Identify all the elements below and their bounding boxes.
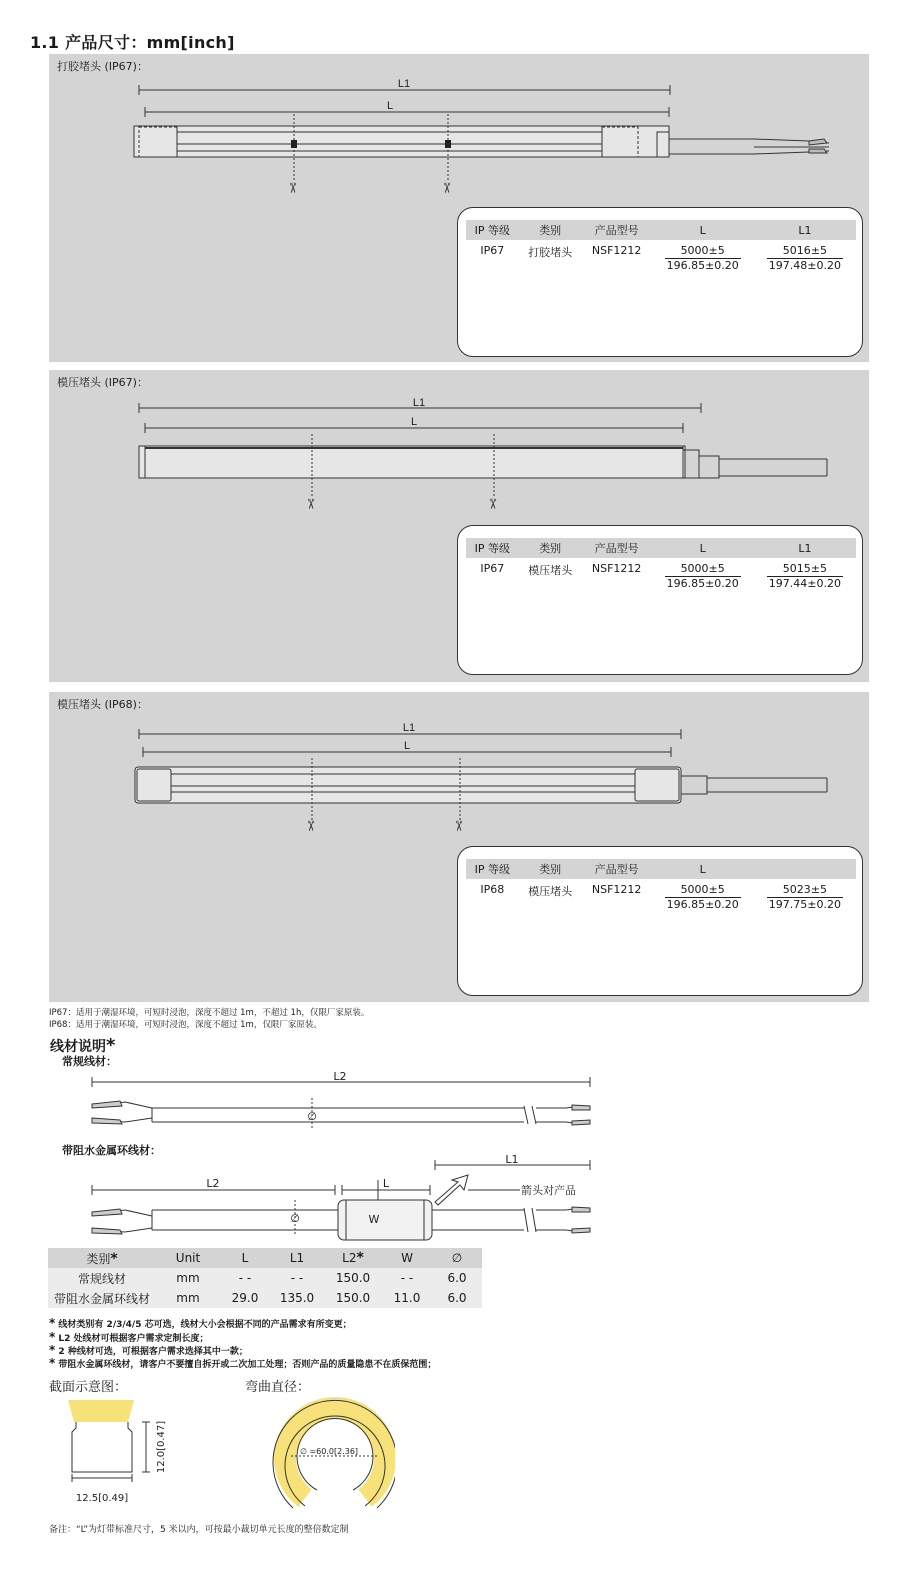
scissors-icon: ✂: [302, 820, 318, 832]
panel-ip67-glue-cap: [49, 54, 869, 362]
arrow-note: 箭头对产品: [521, 1184, 576, 1197]
table-row: [466, 558, 856, 591]
panel-ip67-molded-cap: [49, 370, 869, 682]
diameter-symbol: ∅: [290, 1212, 300, 1225]
panel-label: 模压堵头 (IP67)：: [57, 376, 148, 389]
col-l: L: [220, 1248, 270, 1268]
col-model: 产品型号: [582, 538, 652, 558]
ip-value: IP67: [480, 562, 505, 575]
col-ip: IP 等级: [466, 859, 519, 879]
wire-note: * L2 处线材可根据客户需求定制长度；: [49, 1330, 209, 1344]
type-value: 模压堵头: [528, 885, 573, 898]
model-value: NSF1212: [591, 562, 642, 575]
wire-note: * 带阻水金属环线材，请客户不要擅自拆开或二次加工处理；否则产品的质量隐患不在质保范围；: [49, 1356, 437, 1370]
col-l1: [754, 859, 856, 879]
table-row: [466, 240, 856, 273]
bending-drawing: [255, 1394, 395, 1518]
page-title: 1.1 产品尺寸：mm[inch]: [30, 33, 235, 52]
wire-note: * 2 种线材可选，可根据客户需求选择其中一款；: [49, 1343, 248, 1357]
scissors-icon: ✂: [484, 498, 500, 510]
col-model: 产品型号: [582, 220, 652, 240]
spec-table: [466, 859, 856, 912]
l-value: $\frac{5000\pm 5}{196.85\pm 0.20}$: [666, 244, 739, 272]
col-l2: L2*: [324, 1248, 382, 1268]
cross-width: 12.5[0.49]: [75, 1493, 129, 1504]
ip-value: IP67: [480, 244, 505, 257]
spec-card: [457, 207, 863, 357]
l1-value: $\frac{5023\pm 5}{197.75\pm 0.20}$: [768, 883, 841, 911]
spec-table: [466, 538, 856, 591]
dim-l: L: [386, 100, 394, 112]
col-l1: L1: [270, 1248, 324, 1268]
shielded-wire-drawing: [80, 1150, 610, 1246]
model-value: NSF1212: [591, 883, 642, 896]
dim-l1: L1: [397, 78, 411, 90]
scissors-icon: ✂: [302, 498, 318, 510]
regular-wire-title: 常规线材：: [62, 1055, 117, 1068]
model-value: NSF1212: [591, 244, 642, 257]
col-type: 类别: [519, 220, 582, 240]
l1-value: $\frac{5015\pm 5}{197.44\pm 0.20}$: [768, 562, 841, 590]
col-l: L: [652, 220, 754, 240]
col-l: L: [652, 538, 754, 558]
wire-note: * 线材类别有 2/3/4/5 芯可选，线材大小会根据不同的产品需求有所变更；: [49, 1316, 352, 1330]
col-ip: IP 等级: [466, 220, 519, 240]
bend-diameter: ∅ =60.0[2.36]: [299, 1447, 359, 1456]
wire-table: [48, 1248, 482, 1308]
dim-l: L: [410, 416, 418, 428]
footnote: 备注：“L”为灯带标准尺寸，5 米以内，可按最小裁切单元长度的整倍数定制: [49, 1525, 349, 1535]
table-row: 常规线材 mm - - - - 150.0 - - 6.0: [48, 1268, 482, 1288]
scissors-icon: ✂: [438, 182, 454, 194]
type-value: 模压堵头: [528, 564, 573, 577]
col-type: 类别: [519, 859, 582, 879]
l-value: $\frac{5000\pm 5}{196.85\pm 0.20}$: [666, 883, 739, 911]
table-row: [466, 879, 856, 912]
col-l1: L1: [754, 220, 856, 240]
cross-height: 12.0[0.47]: [156, 1420, 167, 1474]
col-diameter: ∅: [432, 1248, 482, 1268]
col-l: L: [652, 859, 754, 879]
col-w: W: [382, 1248, 432, 1268]
col-model: 产品型号: [582, 859, 652, 879]
col-unit: Unit: [156, 1248, 220, 1268]
dim-l1: L1: [412, 397, 426, 409]
type-value: 打胶堵头: [528, 246, 573, 259]
scissors-icon: ✂: [450, 820, 466, 832]
col-type: 类别: [519, 538, 582, 558]
ip67-note: IP67：适用于潮湿环境，可短时浸泡，深度不超过 1m，不超过 1h，仅限厂家原装。: [49, 1008, 370, 1018]
star-mark: *: [356, 1250, 364, 1266]
star-mark: *: [110, 1250, 118, 1267]
dim-l: L: [403, 740, 411, 752]
star-mark: *: [106, 1035, 116, 1056]
dim-l2: L2: [333, 1070, 347, 1083]
spec-table: [466, 220, 856, 273]
l-value: $\frac{5000\pm 5}{196.85\pm 0.20}$: [666, 562, 739, 590]
l1-value: $\frac{5016\pm 5}{197.48\pm 0.20}$: [768, 244, 841, 272]
spec-card: [457, 525, 863, 675]
table-row: 带阻水金属环线材 mm 29.0 135.0 150.0 11.0 6.0: [48, 1288, 482, 1308]
panel-label: 打胶堵头 (IP67)：: [57, 60, 148, 73]
wire-section-title: 线材说明*: [50, 1035, 116, 1056]
scissors-icon: ✂: [284, 182, 300, 194]
dim-l1: L1: [505, 1153, 519, 1166]
bending-title: 弯曲直径：: [245, 1380, 311, 1395]
col-category: 类别*: [48, 1248, 156, 1268]
dim-l: L: [382, 1177, 390, 1190]
panel-ip68-molded-cap: [49, 692, 869, 1002]
dim-l1: L1: [402, 722, 416, 734]
regular-wire-drawing: [80, 1068, 610, 1138]
ip68-note: IP68：适用于潮湿环境，可短时浸泡，深度不超过 1m，仅限厂家原装。: [49, 1020, 322, 1030]
cross-section-drawing: [60, 1396, 190, 1508]
col-ip: IP 等级: [466, 538, 519, 558]
spec-card: [457, 846, 863, 996]
dim-w: W: [368, 1213, 380, 1226]
ip-value: IP68: [480, 883, 505, 896]
panel-label: 模压堵头 (IP68)：: [57, 698, 148, 711]
dim-l2: L2: [206, 1177, 220, 1190]
col-l1: L1: [754, 538, 856, 558]
cross-section-title: 截面示意图：: [49, 1380, 128, 1395]
shielded-wire-title: 带阻水金属环线材：: [62, 1144, 161, 1157]
diameter-symbol: ∅: [307, 1110, 317, 1123]
